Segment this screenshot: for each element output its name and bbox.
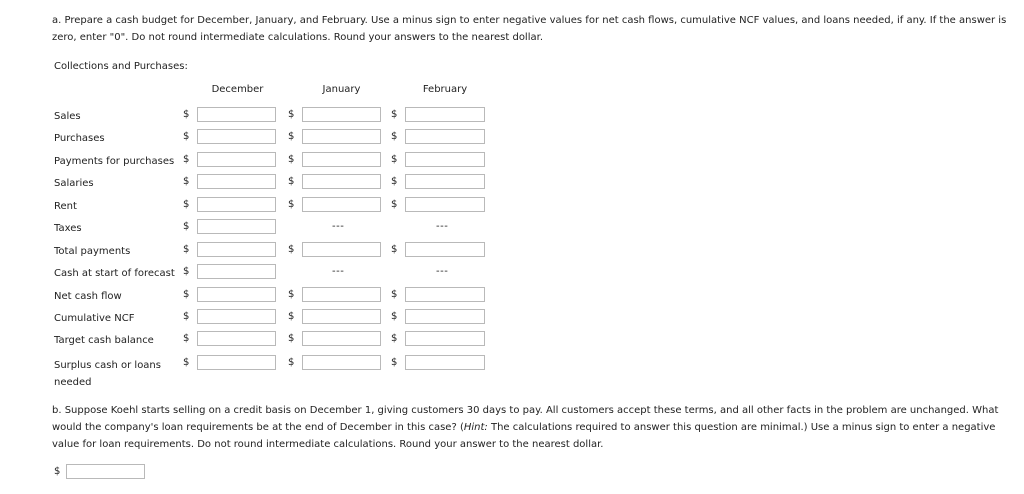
dollar-sign: $ xyxy=(391,109,398,120)
dollar-sign: $ xyxy=(391,176,398,187)
surplus-cash-or-loans-december-input[interactable] xyxy=(197,355,276,370)
row-label-text: Payments for purchases xyxy=(54,156,175,167)
target-cash-balance-january-input[interactable] xyxy=(302,331,381,346)
salaries-january-input[interactable] xyxy=(302,174,381,189)
dollar-sign: $ xyxy=(391,311,398,322)
row-label-total-payments xyxy=(54,245,130,259)
sales-february-input[interactable] xyxy=(405,107,485,122)
row-label-text: Total payments xyxy=(54,246,131,257)
payments-for-purchases-february-input[interactable] xyxy=(405,152,485,167)
dollar-sign: $ xyxy=(391,131,398,142)
row-label-text: Surplus cash or loans xyxy=(54,360,161,371)
section-title: Collections and Purchases: xyxy=(54,61,188,72)
payments-for-purchases-december-input[interactable] xyxy=(197,152,276,167)
row-label-rent xyxy=(54,200,77,214)
not-applicable-february-taxes: --- xyxy=(436,221,449,232)
row-label-text: Cash at start of forecast xyxy=(54,268,175,279)
salaries-february-input[interactable] xyxy=(405,174,485,189)
dollar-sign: $ xyxy=(183,221,190,232)
dollar-sign: $ xyxy=(391,289,398,300)
dollar-sign: $ xyxy=(288,289,295,300)
dollar-sign: $ xyxy=(183,109,190,120)
row-label-cash-at-start-of-forecast xyxy=(54,267,175,281)
rent-february-input[interactable] xyxy=(405,197,485,212)
row-label-text-line2: needed xyxy=(54,377,92,388)
net-cash-flow-december-input[interactable] xyxy=(197,287,276,302)
row-label-payments-for-purchases xyxy=(54,155,174,169)
not-applicable-january-taxes: --- xyxy=(332,221,345,232)
dollar-sign: $ xyxy=(183,176,190,187)
row-label-text: Sales xyxy=(54,111,81,122)
payments-for-purchases-january-input[interactable] xyxy=(302,152,381,167)
purchases-february-input[interactable] xyxy=(405,129,485,144)
dollar-sign: $ xyxy=(183,333,190,344)
dollar-sign: $ xyxy=(288,357,295,368)
rent-january-input[interactable] xyxy=(302,197,381,212)
salaries-december-input[interactable] xyxy=(197,174,276,189)
dollar-sign: $ xyxy=(288,333,295,344)
cumulative-ncf-december-input[interactable] xyxy=(197,309,276,324)
dollar-sign: $ xyxy=(183,131,190,142)
dollar-sign: $ xyxy=(183,244,190,255)
dollar-sign: $ xyxy=(183,311,190,322)
row-label-text: Rent xyxy=(54,201,77,212)
dollar-sign: $ xyxy=(183,154,190,165)
dollar-sign: $ xyxy=(288,109,295,120)
part-b-instructions xyxy=(52,402,1007,453)
surplus-cash-or-loans-january-input[interactable] xyxy=(302,355,381,370)
part-b-loan-input[interactable] xyxy=(66,464,145,479)
row-label-text: Cumulative NCF xyxy=(54,313,135,324)
purchases-december-input[interactable] xyxy=(197,129,276,144)
total-payments-january-input[interactable] xyxy=(302,242,381,257)
row-label-text: Net cash flow xyxy=(54,291,122,302)
dollar-sign: $ xyxy=(183,357,190,368)
target-cash-balance-december-input[interactable] xyxy=(197,331,276,346)
row-label-salaries xyxy=(54,177,94,191)
part-b-text-continued: The calculations required to answer this question are minimal.) Use a minus sign to enter a negative value for loan requirements. Do not round intermediate calculations. Round your answer to the nearest dollar. xyxy=(52,422,996,450)
total-payments-december-input[interactable] xyxy=(197,242,276,257)
net-cash-flow-january-input[interactable] xyxy=(302,287,381,302)
dollar-sign: $ xyxy=(391,333,398,344)
dollar-sign: $ xyxy=(183,266,190,277)
column-header-january: January xyxy=(322,84,361,95)
row-label-net-cash-flow xyxy=(54,290,122,304)
dollar-sign: $ xyxy=(288,131,295,142)
not-applicable-february-cash-at-start-of-forecast: --- xyxy=(436,266,449,277)
total-payments-february-input[interactable] xyxy=(405,242,485,257)
target-cash-balance-february-input[interactable] xyxy=(405,331,485,346)
taxes-december-input[interactable] xyxy=(197,219,276,234)
purchases-january-input[interactable] xyxy=(302,129,381,144)
row-label-text: Salaries xyxy=(54,178,94,189)
row-label-target-cash-balance xyxy=(54,334,154,348)
dollar-sign: $ xyxy=(288,244,295,255)
row-label-surplus-cash-or-loans xyxy=(54,357,161,391)
dollar-sign: $ xyxy=(391,244,398,255)
row-label-text: Taxes xyxy=(54,223,82,234)
column-header-december: December xyxy=(211,84,264,95)
row-label-purchases xyxy=(54,132,105,146)
cash-at-start-of-forecast-december-input[interactable] xyxy=(197,264,276,279)
dollar-sign: $ xyxy=(391,199,398,210)
row-label-sales xyxy=(54,110,81,124)
dollar-sign: $ xyxy=(288,311,295,322)
dollar-sign: $ xyxy=(183,199,190,210)
row-label-taxes xyxy=(54,222,82,236)
sales-december-input[interactable] xyxy=(197,107,276,122)
row-label-text: Purchases xyxy=(54,133,105,144)
row-label-cumulative-ncf xyxy=(54,312,134,326)
dollar-sign: $ xyxy=(391,357,398,368)
net-cash-flow-february-input[interactable] xyxy=(405,287,485,302)
row-label-text: Target cash balance xyxy=(54,335,154,346)
rent-december-input[interactable] xyxy=(197,197,276,212)
dollar-sign: $ xyxy=(288,176,295,187)
part-a-instructions: a. Prepare a cash budget for December, January, and February. Use a minus sign to enter negative values for net cash flows, cumulative NCF values, and loans needed, if any. If the answer is zero, enter "0". Do not round intermediate calculations. Round your answers to the nearest dollar. xyxy=(52,15,1007,43)
column-header-february: February xyxy=(422,84,468,95)
dollar-sign: $ xyxy=(288,199,295,210)
cumulative-ncf-february-input[interactable] xyxy=(405,309,485,324)
sales-january-input[interactable] xyxy=(302,107,381,122)
cumulative-ncf-january-input[interactable] xyxy=(302,309,381,324)
dollar-sign: $ xyxy=(183,289,190,300)
not-applicable-january-cash-at-start-of-forecast: --- xyxy=(332,266,345,277)
dollar-sign: $ xyxy=(391,154,398,165)
part-b-text: b. Suppose Koehl starts selling on a credit basis on December 1, giving customers 30 days to pay. All customers accept these terms, and all other facts in the problem are unchanged. What would the company's loan requirements be at the end of December in this case? ( xyxy=(52,405,999,433)
hint-label: Hint: xyxy=(463,422,488,433)
dollar-sign: $ xyxy=(288,154,295,165)
surplus-cash-or-loans-february-input[interactable] xyxy=(405,355,485,370)
part-b-dollar-sign: $ xyxy=(54,466,61,477)
